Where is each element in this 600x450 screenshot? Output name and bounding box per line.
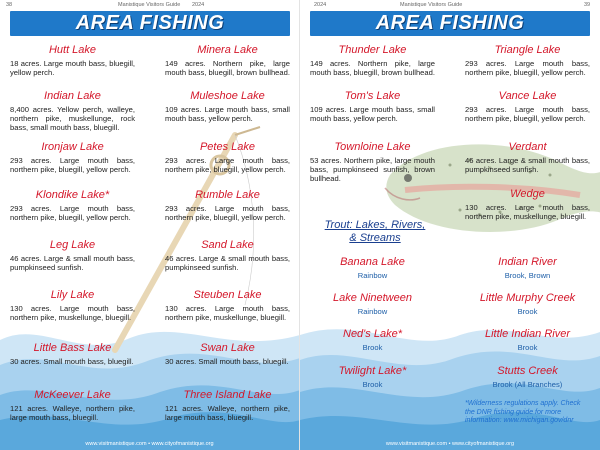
lake-entry xyxy=(10,90,135,132)
lake-name: Tom's Lake xyxy=(344,90,401,102)
lake-description: 53 acres. Northern pike, large mouth bass, pumpkinseed sunfish, brown bullhead. xyxy=(310,156,435,183)
lake-description: 293 acres. Large mouth bass, northern pike, bluegill, yellow perch. xyxy=(165,156,290,174)
trout-water-name: Little Murphy Creek xyxy=(479,292,576,304)
lake-entry xyxy=(10,141,135,174)
lake-entry xyxy=(310,90,435,123)
lake-name: Hutt Lake xyxy=(48,44,97,56)
trout-water-name: Little Indian River xyxy=(485,328,570,340)
footer-url: www.visitmanistique.com • www.cityofmanistique.org xyxy=(385,441,515,447)
lake-description: 293 acres. Large mouth bass, northern pike, bluegill, yellow perch. xyxy=(465,59,590,77)
trout-species: Brook xyxy=(517,307,538,316)
right-page xyxy=(300,0,600,450)
trout-water-name: Banana Lake xyxy=(340,256,405,268)
lake-description: 30 acres. Small mouth bass, bluegill. xyxy=(165,357,289,366)
lake-name: Leg Lake xyxy=(49,239,96,251)
lake-description: 46 acres. Large & small mouth bass, pumpkinseed sunfish. xyxy=(10,254,135,272)
trout-entry xyxy=(465,365,590,389)
lake-name: Verdant xyxy=(508,141,547,153)
trout-entry xyxy=(465,256,590,280)
lake-description: 121 acres. Walleye, northern pike, large mouth bass, bluegill. xyxy=(10,404,135,422)
trout-species: Brook (All Branches) xyxy=(492,380,563,389)
trout-entry xyxy=(465,292,590,316)
lake-name: Three Island Lake xyxy=(183,389,272,401)
lake-name: Wedge xyxy=(510,188,545,200)
trout-entry xyxy=(310,256,435,280)
wilderness-regulation-note: *Wilderness regulations apply. Check the DNR fishing guide for more information: www.michigan.gov/dnr xyxy=(465,400,581,424)
lake-name: Triangle Lake xyxy=(494,44,561,56)
lake-entry xyxy=(165,44,290,77)
trout-species: Rainbow xyxy=(357,307,388,316)
lake-entry xyxy=(10,189,135,222)
lake-entry xyxy=(465,141,590,174)
lake-name: McKeever Lake xyxy=(34,389,111,401)
lake-entry xyxy=(165,239,290,272)
lake-entry xyxy=(165,289,290,322)
lake-name: Lily Lake xyxy=(50,289,95,301)
lake-description: 130 acres. Large mouth bass, northern pike, muskellunge, bluegill. xyxy=(165,304,290,322)
trout-species: Brook xyxy=(517,343,538,352)
lake-entry xyxy=(165,90,290,123)
lake-description: 109 acres. Large mouth bass, small mouth bass, yellow perch. xyxy=(310,105,435,123)
lake-name: Minera Lake xyxy=(197,44,258,56)
trout-entry xyxy=(310,365,435,389)
trout-water-name: Indian River xyxy=(498,256,557,268)
trout-species: Brook xyxy=(362,343,383,352)
lake-name: Steuben Lake xyxy=(193,289,262,301)
trout-section-heading: Trout: Lakes, Rivers, & Streams xyxy=(324,219,426,244)
trout-water-name: Twilight Lake* xyxy=(338,365,407,377)
lake-name: Thunder Lake xyxy=(338,44,407,56)
lake-name: Little Bass Lake xyxy=(33,342,112,354)
title-banner xyxy=(310,11,590,36)
lake-entry xyxy=(465,90,590,123)
lake-description: 18 acres. Large mouth bass, bluegill, yellow perch. xyxy=(10,59,135,77)
lake-name: Indian Lake xyxy=(44,90,101,102)
lake-entry xyxy=(10,342,135,366)
lake-name: Vance Lake xyxy=(498,90,557,102)
lake-entry xyxy=(10,44,135,77)
lake-entry xyxy=(465,188,590,221)
trout-water-name: Stutts Creek xyxy=(497,365,558,377)
page-title: AREA FISHING xyxy=(375,12,525,34)
lake-entry xyxy=(465,44,590,77)
lake-entry xyxy=(310,44,435,77)
trout-water-name: Lake Ninetween xyxy=(333,292,412,304)
lake-name: Ironjaw Lake xyxy=(41,141,104,153)
page-number: 38 xyxy=(6,2,13,8)
trout-species: Brook, Brown xyxy=(504,271,551,280)
lake-description: 293 acres. Large mouth bass, northern pike, bluegill, yellow perch. xyxy=(10,204,135,222)
guide-year: 2024 xyxy=(314,2,327,8)
guide-title: Manistique Visitors Guide xyxy=(400,2,463,8)
lake-entry xyxy=(165,389,290,422)
trout-species: Rainbow xyxy=(357,271,388,280)
trout-entry xyxy=(310,292,435,316)
lake-name: Klondike Lake* xyxy=(35,189,110,201)
lake-description: 46 acres. Large & small mouth bass, pumpkinseed sunfish. xyxy=(165,254,290,272)
title-banner xyxy=(10,11,290,36)
lake-name: Petes Lake xyxy=(199,141,256,153)
lake-description: 149 acres. Northern pike, large mouth bass, bluegill, brown bullhead. xyxy=(310,59,435,77)
lake-name: Rumble Lake xyxy=(195,189,260,201)
lake-description: 130 acres. Large mouth bass, northern pike, muskellunge, bluegill. xyxy=(10,304,135,322)
page-title: AREA FISHING xyxy=(75,12,225,34)
lake-entry xyxy=(10,239,135,272)
lake-description: 293 acres. Large mouth bass, northern pike, bluegill, yellow perch. xyxy=(465,105,590,123)
lake-entry xyxy=(10,389,135,422)
lake-description: 149 acres. Northern pike, large mouth bass, bluegill, brown bullhead. xyxy=(165,59,290,77)
lake-description: 109 acres. Large mouth bass, small mouth bass, yellow perch. xyxy=(165,105,290,123)
lake-description: 293 acres. Large mouth bass, northern pike, bluegill, yellow perch. xyxy=(10,156,135,174)
lake-name: Sand Lake xyxy=(201,239,254,251)
lake-description: 30 acres. Small mouth bass, bluegill. xyxy=(10,357,134,366)
lake-description: 8,400 acres. Yellow perch, walleye, northern pike, muskellunge, rock bass, small mouth bass, bluegill. xyxy=(10,105,135,132)
lake-entry xyxy=(165,141,290,174)
trout-entry xyxy=(465,328,590,352)
lake-entry xyxy=(165,189,290,222)
lake-entry xyxy=(310,141,435,183)
page-number: 39 xyxy=(584,2,591,8)
guide-title: Manistique Visitors Guide xyxy=(118,2,181,8)
lake-description: 130 acres. Large mouth bass, northern pike, muskellunge, bluegill. xyxy=(465,203,590,221)
trout-species: Brook xyxy=(362,380,383,389)
lake-name: Townloine Lake xyxy=(334,141,411,153)
footer-url: www.visitmanistique.com • www.cityofmanistique.org xyxy=(85,441,214,447)
lake-description: 293 acres. Large mouth bass, northern pike, bluegill, yellow perch. xyxy=(165,204,290,222)
trout-entry xyxy=(310,328,435,352)
lake-description: 121 acres. Walleye, northern pike, large mouth bass, bluegill. xyxy=(165,404,290,422)
trout-water-name: Ned's Lake* xyxy=(343,328,402,340)
page-header xyxy=(300,0,600,10)
lake-entry xyxy=(165,342,290,366)
guide-year: 2024 xyxy=(192,2,205,8)
lake-entry xyxy=(10,289,135,322)
page-header xyxy=(0,0,299,10)
lake-description: 46 acres. Large & small mouth bass, pumpkinseed sunfish. xyxy=(465,156,590,174)
lake-name: Swan Lake xyxy=(200,342,255,354)
lake-name: Muleshoe Lake xyxy=(190,90,265,102)
